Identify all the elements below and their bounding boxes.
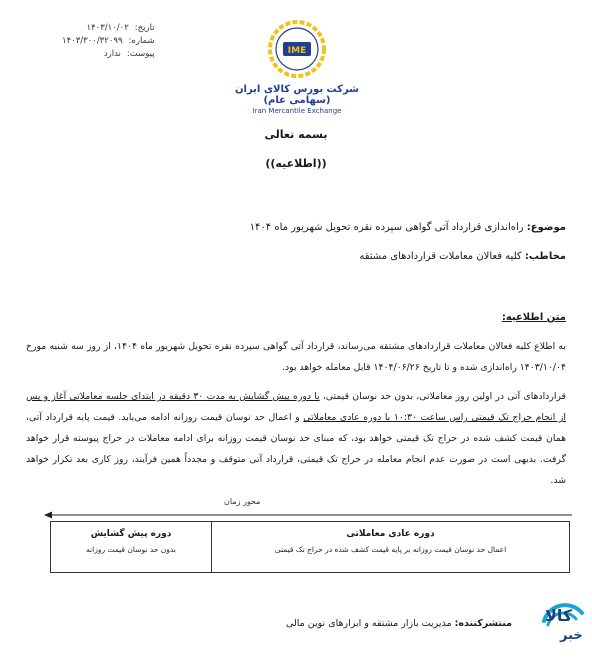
attachment-label: پیوست: — [126, 49, 155, 59]
ime-logo-icon — [268, 20, 326, 78]
date-label: تاریخ: — [134, 23, 155, 33]
logo-mark-text: IME — [287, 46, 307, 56]
document-meta — [62, 22, 155, 61]
timeline-box — [50, 521, 570, 573]
body-heading-text: متن اطلاعیه: — [501, 312, 566, 323]
subject-label: موضوع: — [526, 222, 566, 233]
company-logo — [232, 20, 362, 115]
addressee-line — [359, 251, 566, 262]
bismillah-heading: بسمه تعالی — [264, 128, 328, 141]
paragraph-2-underlined: با دوره پیش گشایش به مدت ۳۰ دقیقه در ابتدای جلسه معاملاتی آغاز و پس از انجام حراج تک قیمتی راس ساعت ۱۰:۳۰ با دوره عادی معاملاتی — [26, 391, 566, 423]
normal-trading-desc: اعمال حد نوسان قیمت روزانه بر پایه قیمت کشف شده در حراج تک قیمتی — [274, 545, 507, 554]
logo-name-en: Iran Mercantile Exchange — [252, 107, 342, 115]
issuer-line — [286, 618, 512, 629]
issuer-text: مدیریت بازار مشتقه و ابزارهای نوین مالی — [285, 618, 452, 629]
attachment-value: ندارد — [103, 49, 121, 59]
addressee-label: مخاطب: — [524, 251, 566, 262]
number-value: ۱۴۰۳/۳۰۰/۳۲۰۹۹ — [62, 36, 123, 46]
number-row — [62, 35, 155, 48]
pre-open-desc: بدون حد نوسان قیمت روزانه — [86, 545, 176, 554]
attachment-row — [62, 48, 155, 61]
time-axis-label: محور زمان — [224, 497, 261, 506]
issuer-label: منتشرکننده: — [454, 618, 512, 629]
time-axis-arrow-icon — [44, 510, 574, 520]
notice-title: ((اطلاعیه)) — [265, 157, 327, 170]
body-heading — [502, 312, 566, 323]
date-row — [62, 22, 155, 35]
pre-open-phase — [51, 522, 212, 572]
watermark-line-2: خبر — [560, 628, 583, 643]
date-value: ۱۴۰۳/۱۰/۰۲ — [86, 23, 129, 33]
number-label: شماره: — [128, 36, 155, 46]
paragraph-2-part-1: قراردادهای آتی در اولین روز معاملاتی، بدون حد نوسان قیمتی، — [319, 391, 566, 402]
watermark-line-1: کالا — [545, 606, 573, 625]
normal-trading-phase — [212, 522, 569, 572]
subject-text: راه‌اندازی قرارداد آتی گواهی سپرده نقره تحویل شهریور ماه ۱۴۰۴ — [249, 222, 524, 233]
paragraph-1: به اطلاع کلیه فعالان معاملات قراردادهای مشتقه می‌رساند، قرارداد آتی گواهی سپرده نقره تحویل شهریور ماه ۱۴۰۴، از روز سه شنبه مورخ ۱۴۰۳/۱۰/۰۴ راه‌اندازی شده و تا تاریخ ۱۴۰۴/۰۶/۲۶ قابل معامله خواهد بود. — [26, 341, 566, 373]
paragraph-2-part-3: و اعمال حد نوسان قیمت روزانه ادامه می‌یابد. قیمت پایه قرارداد آتی، همان قیمت کشف شده در حراج تک قیمتی خواهد بود، که مبنای حد نوسان قیمت روزانه برای ادامه معاملات در حراج پیوسته قرار خواهد گرفت. بدیهی است در صورت عدم انجام معامله در حراج تک قیمتی، قرارداد آتی متوقف و مجدداً همین فرآیند، روز کاری بعد تکرار خواهد شد. — [26, 412, 566, 486]
paragraph-2 — [26, 386, 566, 491]
pre-open-title: دوره پیش گشایش — [90, 529, 172, 539]
logo-name-fa: شرکت بورس کالای ایران (سهامی عام) — [234, 84, 360, 106]
subject-line — [250, 222, 566, 233]
addressee-text: کلیه فعالان معاملات قراردادهای مشتقه — [359, 251, 522, 262]
normal-trading-title: دوره عادی معاملاتی — [346, 529, 435, 539]
